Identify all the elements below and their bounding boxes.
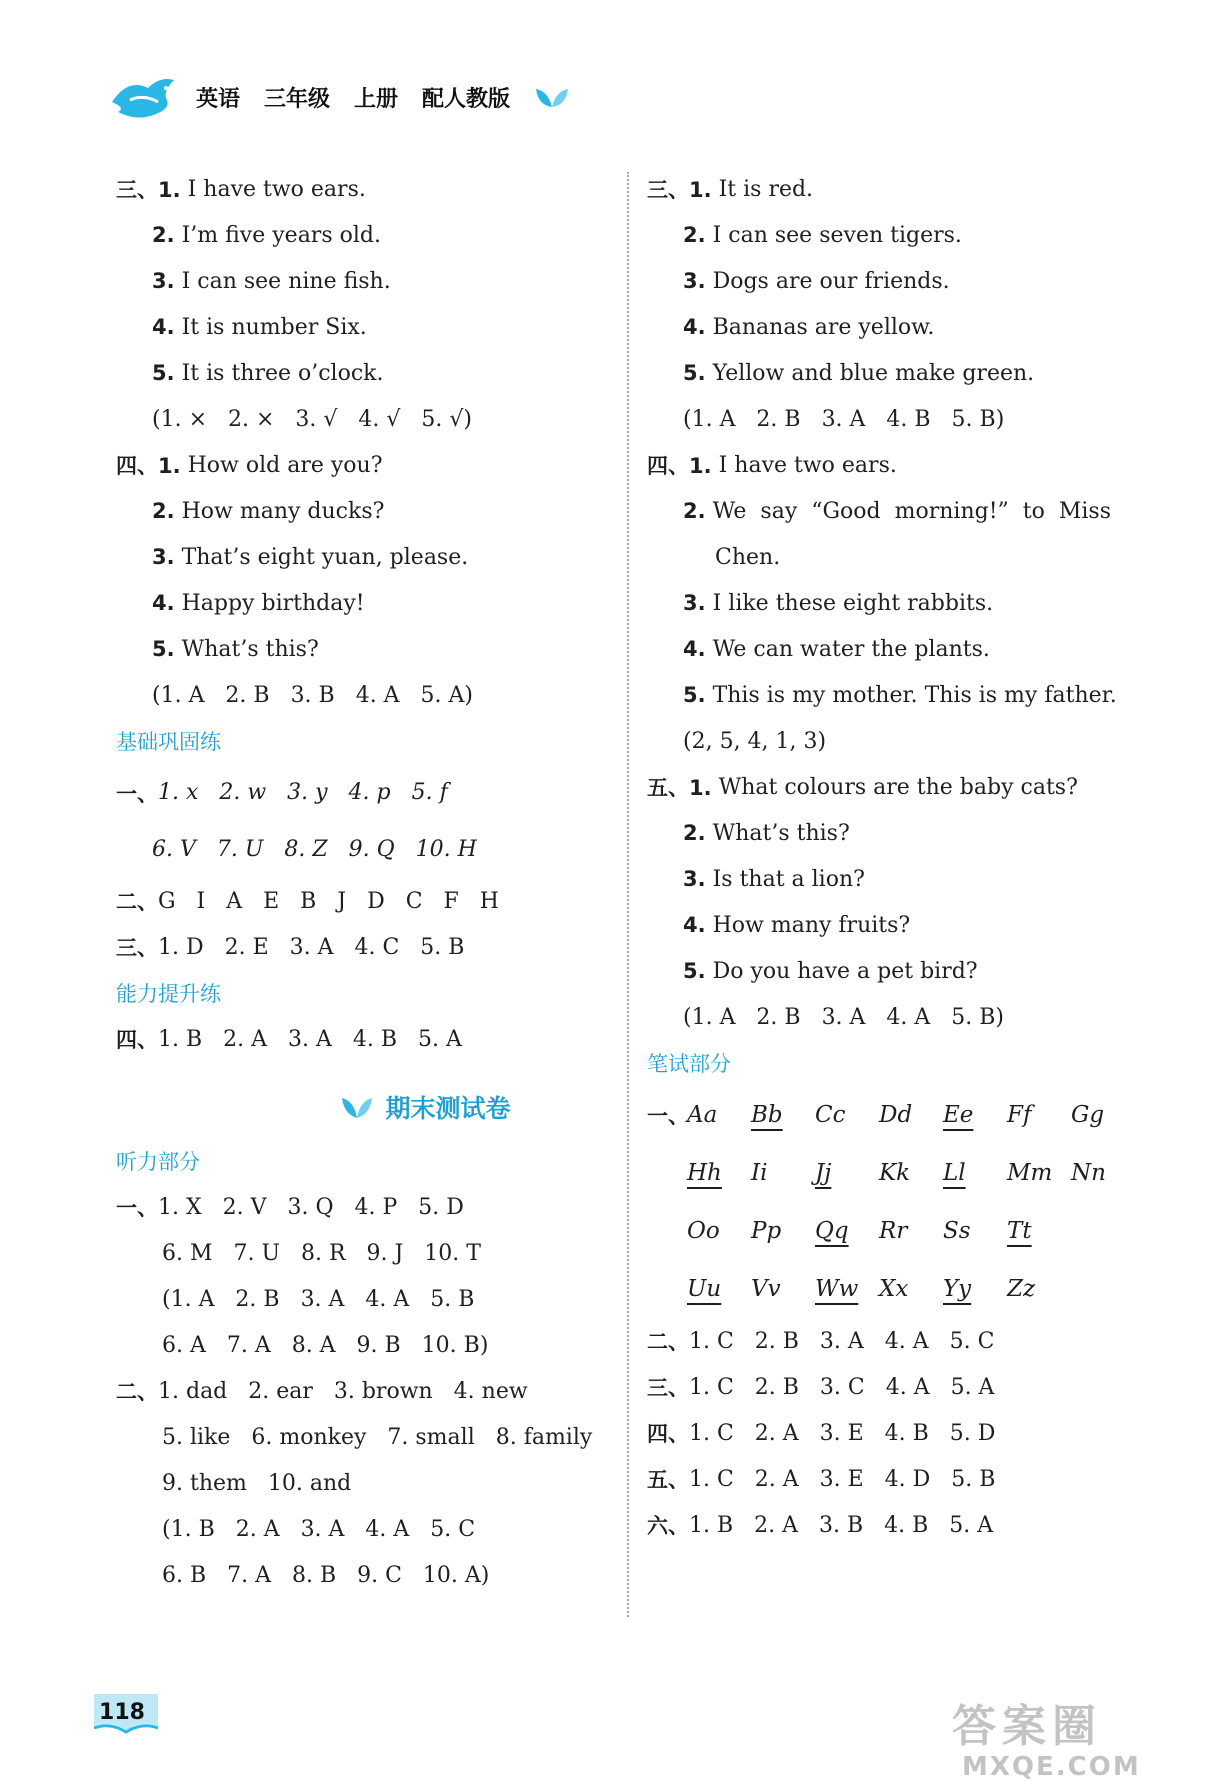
answer-key-line: (1. A 2. B 3. A 4. B 5. B) — [683, 406, 1005, 432]
watermark-text: 答案圈 — [952, 1701, 1102, 1752]
letter-pair: Ww — [815, 1276, 859, 1302]
answer-line: 四、 1. C 2. A 3. E 4. B 5. D — [647, 1420, 996, 1446]
letter-row — [647, 1260, 1153, 1318]
letter-pair: Xx — [879, 1276, 909, 1302]
watermark — [952, 1690, 1220, 1790]
answer-line: 四、 1. B 2. A 3. A 4. B 5. A — [116, 1026, 462, 1052]
watermark-url: MXQE.COM — [962, 1752, 1141, 1782]
answer-line: 3. I like these eight rabbits. — [683, 590, 994, 616]
letter-pair: Kk — [879, 1160, 911, 1186]
answer-line: 三、1. I have two ears. — [116, 176, 366, 202]
answer-line: 六、 1. B 2. A 3. B 4. B 5. A — [647, 1512, 994, 1538]
answer-line: 二、 1. C 2. B 3. A 4. A 5. C — [647, 1328, 995, 1354]
page-number: 118 — [99, 1700, 145, 1725]
answer-line: 4. How many fruits? — [683, 912, 911, 938]
answer-line: Chen. — [715, 544, 781, 570]
letter-pair: Ss — [943, 1218, 971, 1244]
answer-key-line: 6. B 7. A 8. B 9. C 10. A) — [162, 1562, 490, 1588]
answer-key-line: (1. A 2. B 3. A 4. A 5. B — [162, 1286, 475, 1312]
answer-line: 2. I’m five years old. — [152, 222, 381, 248]
letter-pair: Bb — [751, 1102, 783, 1128]
answer-line: 二、 1. dad 2. ear 3. brown 4. new — [116, 1378, 528, 1404]
letter-pair: Ll — [943, 1160, 966, 1186]
answer-line: 5. This is my mother. This is my father. — [683, 682, 1117, 708]
answer-line: 5. Do you have a pet bird? — [683, 958, 978, 984]
letter-row: 一、 Aa Bb Cc Dd Ee Ff Gg — [647, 1086, 1153, 1144]
answer-line: 4. Bananas are yellow. — [683, 314, 935, 340]
letter-pair: Oo — [687, 1218, 720, 1244]
letter-pair: Aa — [687, 1102, 718, 1128]
answer-line: 三、1. It is red. — [647, 176, 814, 202]
answer-key-line: (2, 5, 4, 1, 3) — [683, 728, 827, 754]
answer-line: 4. It is number Six. — [152, 314, 367, 340]
bird-logo-icon — [110, 72, 182, 122]
letter-pair: Hh — [687, 1160, 722, 1186]
letter-pair: Dd — [879, 1102, 913, 1128]
header-subject: 英语 — [196, 86, 241, 112]
left-column — [116, 166, 616, 1598]
section-heading: 听力部分 — [116, 1150, 200, 1174]
column-divider — [627, 172, 629, 1617]
letter-pair: Yy — [943, 1276, 972, 1302]
section-heading: 笔试部分 — [647, 1052, 731, 1076]
letter-pair: Zz — [1007, 1276, 1036, 1302]
letter-row — [647, 1144, 1153, 1202]
answer-line: 2. I can see seven tigers. — [683, 222, 962, 248]
letter-pair: Tt — [1007, 1218, 1032, 1244]
letter-pair: Nn — [1071, 1160, 1106, 1186]
section-heading: 基础巩固练 — [116, 730, 221, 754]
letter-pair: Vv — [751, 1276, 781, 1302]
answer-line: 5. It is three o’clock. — [152, 360, 384, 386]
answer-line: 二、 G I A E B J D C F H — [116, 888, 499, 914]
letter-pair: Jj — [815, 1160, 832, 1186]
answer-key-line: (1. B 2. A 3. A 4. A 5. C — [162, 1516, 476, 1542]
answer-line: 3. That’s eight yuan, please. — [152, 544, 469, 570]
answer-line: 5. What’s this? — [152, 636, 319, 662]
answer-line: 2. What’s this? — [683, 820, 850, 846]
answer-line: 2. We say “Good morning!” to Miss — [683, 498, 1111, 524]
letter-pair: Uu — [687, 1276, 722, 1302]
answer-line: 五、 1. C 2. A 3. E 4. D 5. B — [647, 1466, 996, 1492]
answer-line: 三、 1. D 2. E 3. A 4. C 5. B — [116, 934, 465, 960]
answer-line: 四、1. I have two ears. — [647, 452, 897, 478]
answer-key-line: (1. A 2. B 3. A 4. A 5. B) — [683, 1004, 1004, 1030]
letter-row — [647, 1202, 1153, 1260]
exam-title: 期末测试卷 — [116, 1076, 616, 1138]
header-edition: 配人教版 — [422, 86, 511, 112]
letter-pair: Gg — [1071, 1102, 1105, 1128]
letter-pair: Rr — [879, 1218, 908, 1244]
answer-key-line: (1. A 2. B 3. B 4. A 5. A) — [152, 682, 473, 708]
letter-pair: Ee — [943, 1102, 974, 1128]
leaf-icon — [534, 85, 570, 109]
answer-line: 三、 1. C 2. B 3. C 4. A 5. A — [647, 1374, 995, 1400]
answer-line: 一、 1. x 2. w 3. y 4. p 5. f — [116, 780, 448, 806]
page-header — [110, 72, 570, 122]
letter-pair: Qq — [815, 1218, 849, 1244]
header-grade: 三年级 — [264, 86, 331, 112]
header-volume: 上册 — [354, 86, 399, 112]
answer-line: 四、1. How old are you? — [116, 452, 383, 478]
leaf-icon — [341, 1094, 373, 1120]
right-column — [647, 166, 1153, 1548]
answer-line: 3. Dogs are our friends. — [683, 268, 950, 294]
section-heading: 能力提升练 — [116, 982, 221, 1006]
answer-line: 6. V 7. U 8. Z 9. Q 10. H — [152, 837, 477, 862]
answer-line: 5. Yellow and blue make green. — [683, 360, 1035, 386]
letter-pair: Ii — [751, 1160, 768, 1186]
letter-pair: Mm — [1007, 1160, 1053, 1186]
answer-key-line: 6. A 7. A 8. A 9. B 10. B) — [162, 1332, 489, 1358]
answer-line: 5. like 6. monkey 7. small 8. family — [162, 1424, 593, 1450]
answer-line: 3. Is that a lion? — [683, 866, 865, 892]
letter-pair: Ff — [1007, 1102, 1032, 1128]
answer-line: 五、1. What colours are the baby cats? — [647, 774, 1078, 800]
answer-line: 一、 1. X 2. V 3. Q 4. P 5. D — [116, 1194, 464, 1220]
answer-key-line: (1. × 2. × 3. √ 4. √ 5. √) — [152, 406, 472, 432]
answer-line: 3. I can see nine fish. — [152, 268, 391, 294]
answer-line: 9. them 10. and — [162, 1470, 352, 1496]
answer-line: 6. M 7. U 8. R 9. J 10. T — [162, 1240, 481, 1266]
answer-line: 4. Happy birthday! — [152, 590, 365, 616]
letter-pair: Cc — [815, 1102, 846, 1128]
answer-line: 4. We can water the plants. — [683, 636, 990, 662]
answer-line: 2. How many ducks? — [152, 498, 385, 524]
letter-pair: Pp — [751, 1218, 782, 1244]
